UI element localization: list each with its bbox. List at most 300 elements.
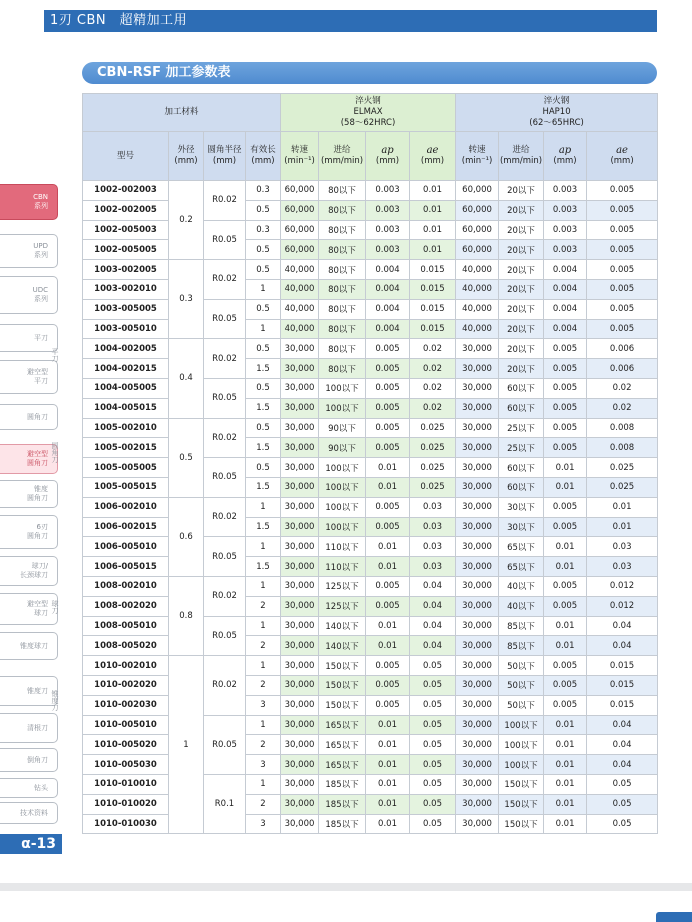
elmax-line1: 淬火钢 bbox=[355, 96, 381, 106]
radius-cell: R0.05 bbox=[204, 715, 246, 774]
speed-elmax-cell: 30,000 bbox=[281, 735, 319, 755]
feed-hap-cell: 60以下 bbox=[499, 458, 544, 478]
speed-hap-cell: 30,000 bbox=[456, 636, 499, 656]
model-cell: 1004-005015 bbox=[83, 398, 169, 418]
ae-hap-cell: 0.04 bbox=[587, 616, 658, 636]
radius-cell: R0.02 bbox=[204, 260, 246, 300]
ae-hap-cell: 0.04 bbox=[587, 755, 658, 775]
sidebar-item[interactable] bbox=[0, 360, 58, 394]
ae-hap-cell: 0.015 bbox=[587, 695, 658, 715]
ae-elmax-cell: 0.04 bbox=[410, 576, 456, 596]
ae-elmax-cell: 0.015 bbox=[410, 299, 456, 319]
speed-elmax-cell: 30,000 bbox=[281, 398, 319, 418]
ae-hap-cell: 0.005 bbox=[587, 260, 658, 280]
length-cell: 2 bbox=[246, 794, 281, 814]
radius-cell: R0.05 bbox=[204, 616, 246, 656]
ap-elmax-cell: 0.003 bbox=[366, 240, 410, 260]
speed-hap-cell: 30,000 bbox=[456, 794, 499, 814]
ae-elmax-cell: 0.03 bbox=[410, 517, 456, 537]
length-cell: 1 bbox=[246, 774, 281, 794]
model-cell: 1002-002003 bbox=[83, 181, 169, 201]
speed-hap-cell: 30,000 bbox=[456, 715, 499, 735]
speed-hap-cell: 40,000 bbox=[456, 260, 499, 280]
sidebar-item[interactable] bbox=[0, 778, 58, 798]
ae-hap-cell: 0.012 bbox=[587, 576, 658, 596]
ae-hap-cell: 0.025 bbox=[587, 458, 658, 478]
speed-elmax-cell: 30,000 bbox=[281, 755, 319, 775]
ap-elmax-cell: 0.01 bbox=[366, 458, 410, 478]
speed-elmax-cell: 30,000 bbox=[281, 477, 319, 497]
feed-hap-cell: 25以下 bbox=[499, 418, 544, 438]
feed-elmax-cell: 165以下 bbox=[319, 715, 366, 735]
ap-elmax-cell: 0.01 bbox=[366, 814, 410, 834]
speed-hap-cell: 60,000 bbox=[456, 240, 499, 260]
ae-hap-cell: 0.006 bbox=[587, 339, 658, 359]
ap-hap-cell: 0.005 bbox=[544, 378, 587, 398]
model-cell: 1008-002020 bbox=[83, 596, 169, 616]
feed-hap-cell: 100以下 bbox=[499, 755, 544, 775]
model-cell: 1008-002010 bbox=[83, 576, 169, 596]
diameter-cell: 0.3 bbox=[169, 260, 204, 339]
sidebar-item-label: 锥度球刀 bbox=[20, 641, 48, 650]
ap-hap-cell: 0.003 bbox=[544, 181, 587, 201]
sidebar-item-label: CBN bbox=[33, 193, 48, 201]
length-cell: 1 bbox=[246, 576, 281, 596]
ap-elmax-cell: 0.005 bbox=[366, 656, 410, 676]
radius-cell: R0.05 bbox=[204, 537, 246, 577]
speed-elmax-cell: 30,000 bbox=[281, 418, 319, 438]
speed-hap-cell: 60,000 bbox=[456, 200, 499, 220]
ap-elmax-cell: 0.003 bbox=[366, 200, 410, 220]
sidebar-item-sublabel: 圆角刀 bbox=[27, 532, 48, 540]
ae-hap-cell: 0.04 bbox=[587, 735, 658, 755]
ae-hap-cell: 0.015 bbox=[587, 675, 658, 695]
ap-elmax-cell: 0.003 bbox=[366, 181, 410, 201]
model-cell: 1010-005010 bbox=[83, 715, 169, 735]
speed-hap-cell: 30,000 bbox=[456, 557, 499, 577]
model-cell: 1004-005005 bbox=[83, 378, 169, 398]
sidebar-item[interactable] bbox=[0, 234, 58, 268]
ae-elmax-cell: 0.05 bbox=[410, 735, 456, 755]
hap-header bbox=[456, 94, 658, 132]
ap-hap-cell: 0.01 bbox=[544, 537, 587, 557]
speed-hap-cell: 30,000 bbox=[456, 695, 499, 715]
model-cell: 1008-005020 bbox=[83, 636, 169, 656]
feed-hap-cell: 60以下 bbox=[499, 378, 544, 398]
length-cell: 0.3 bbox=[246, 220, 281, 240]
diameter-cell: 0.2 bbox=[169, 181, 204, 260]
ae-elmax-cell: 0.025 bbox=[410, 418, 456, 438]
feed-hap-cell: 50以下 bbox=[499, 695, 544, 715]
model-cell: 1005-005015 bbox=[83, 477, 169, 497]
feed-hap-cell: 150以下 bbox=[499, 774, 544, 794]
ae-elmax-cell: 0.01 bbox=[410, 240, 456, 260]
table-row bbox=[83, 339, 658, 359]
length-cell: 0.5 bbox=[246, 200, 281, 220]
ap-hap-cell: 0.005 bbox=[544, 596, 587, 616]
ap-elmax-cell: 0.005 bbox=[366, 359, 410, 379]
ap-elmax-cell: 0.004 bbox=[366, 279, 410, 299]
length-cell: 0.5 bbox=[246, 299, 281, 319]
speed-elmax-cell: 30,000 bbox=[281, 517, 319, 537]
feed-hap-cell: 150以下 bbox=[499, 814, 544, 834]
speed-elmax-cell: 40,000 bbox=[281, 279, 319, 299]
ae-elmax-cell: 0.05 bbox=[410, 675, 456, 695]
ae-hap-cell: 0.005 bbox=[587, 240, 658, 260]
ae-hap-cell: 0.005 bbox=[587, 299, 658, 319]
feed-elmax-cell: 80以下 bbox=[319, 220, 366, 240]
feed-elmax-cell: 185以下 bbox=[319, 794, 366, 814]
feed-hap-cell: 50以下 bbox=[499, 656, 544, 676]
speed-elmax-cell: 60,000 bbox=[281, 200, 319, 220]
speed-elmax-cell: 30,000 bbox=[281, 497, 319, 517]
ae-hap-cell: 0.03 bbox=[587, 557, 658, 577]
speed-elmax-cell: 30,000 bbox=[281, 537, 319, 557]
feed-elmax-cell: 125以下 bbox=[319, 576, 366, 596]
length-cell: 2 bbox=[246, 636, 281, 656]
length-cell: 2 bbox=[246, 735, 281, 755]
sidebar-item[interactable] bbox=[0, 802, 58, 824]
sidebar-category-label: 圆角刀 bbox=[51, 442, 59, 463]
sidebar-item-label: 避空型 bbox=[27, 450, 48, 458]
ap-hap-cell: 0.01 bbox=[544, 636, 587, 656]
col-radius: 圆角半径 (mm) bbox=[204, 132, 246, 181]
ap-elmax-cell: 0.01 bbox=[366, 755, 410, 775]
model-cell: 1003-005005 bbox=[83, 299, 169, 319]
col-diameter: 外径 (mm) bbox=[169, 132, 204, 181]
speed-hap-cell: 30,000 bbox=[456, 378, 499, 398]
speed-hap-cell: 30,000 bbox=[456, 735, 499, 755]
sidebar-item-label: 锥度刀 bbox=[27, 686, 48, 695]
feed-hap-cell: 65以下 bbox=[499, 537, 544, 557]
ae-elmax-cell: 0.02 bbox=[410, 398, 456, 418]
ae-hap-cell: 0.04 bbox=[587, 715, 658, 735]
ap-hap-cell: 0.01 bbox=[544, 735, 587, 755]
radius-cell: R0.02 bbox=[204, 339, 246, 379]
model-cell: 1006-002015 bbox=[83, 517, 169, 537]
ap-hap-cell: 0.005 bbox=[544, 576, 587, 596]
speed-elmax-cell: 40,000 bbox=[281, 319, 319, 339]
speed-hap-cell: 30,000 bbox=[456, 656, 499, 676]
sidebar-item[interactable] bbox=[0, 276, 58, 314]
length-cell: 1 bbox=[246, 656, 281, 676]
ap-elmax-cell: 0.005 bbox=[366, 418, 410, 438]
length-cell: 0.5 bbox=[246, 339, 281, 359]
feed-hap-cell: 25以下 bbox=[499, 438, 544, 458]
feed-elmax-cell: 150以下 bbox=[319, 675, 366, 695]
ae-elmax-cell: 0.05 bbox=[410, 794, 456, 814]
sidebar-item[interactable] bbox=[0, 515, 58, 549]
ap-elmax-cell: 0.005 bbox=[366, 438, 410, 458]
feed-elmax-cell: 100以下 bbox=[319, 497, 366, 517]
model-cell: 1010-010020 bbox=[83, 794, 169, 814]
ae-hap-cell: 0.005 bbox=[587, 181, 658, 201]
feed-elmax-cell: 80以下 bbox=[319, 359, 366, 379]
feed-hap-cell: 65以下 bbox=[499, 557, 544, 577]
sidebar-item[interactable] bbox=[0, 184, 58, 220]
corner-tab bbox=[656, 912, 692, 922]
feed-elmax-cell: 150以下 bbox=[319, 656, 366, 676]
feed-hap-cell: 100以下 bbox=[499, 715, 544, 735]
ap-elmax-cell: 0.01 bbox=[366, 616, 410, 636]
feed-elmax-cell: 140以下 bbox=[319, 616, 366, 636]
speed-hap-cell: 30,000 bbox=[456, 418, 499, 438]
ae-elmax-cell: 0.01 bbox=[410, 200, 456, 220]
elmax-line2: ELMAX bbox=[353, 107, 383, 117]
sidebar-item[interactable] bbox=[0, 480, 58, 508]
ae-hap-cell: 0.015 bbox=[587, 656, 658, 676]
ae-hap-cell: 0.01 bbox=[587, 517, 658, 537]
sidebar-item-label: 清根刀 bbox=[27, 723, 48, 732]
sidebar-item[interactable] bbox=[0, 748, 58, 772]
speed-hap-cell: 30,000 bbox=[456, 755, 499, 775]
model-cell: 1002-005003 bbox=[83, 220, 169, 240]
sidebar-item-label: 平刀 bbox=[34, 333, 48, 342]
speed-hap-cell: 60,000 bbox=[456, 181, 499, 201]
ap-hap-cell: 0.01 bbox=[544, 616, 587, 636]
feed-hap-cell: 50以下 bbox=[499, 675, 544, 695]
sidebar-item-label: 6刃 bbox=[36, 523, 48, 531]
model-cell: 1010-010030 bbox=[83, 814, 169, 834]
table-row bbox=[83, 260, 658, 280]
ae-elmax-cell: 0.04 bbox=[410, 596, 456, 616]
speed-elmax-cell: 30,000 bbox=[281, 715, 319, 735]
ap-elmax-cell: 0.01 bbox=[366, 636, 410, 656]
model-cell: 1006-005015 bbox=[83, 557, 169, 577]
ap-elmax-cell: 0.01 bbox=[366, 557, 410, 577]
speed-elmax-cell: 60,000 bbox=[281, 220, 319, 240]
sidebar-item-label: 圆角刀 bbox=[27, 412, 48, 421]
ap-hap-cell: 0.01 bbox=[544, 557, 587, 577]
sidebar-item-label: 锥度 bbox=[34, 485, 48, 493]
length-cell: 1 bbox=[246, 319, 281, 339]
feed-elmax-cell: 80以下 bbox=[319, 200, 366, 220]
speed-elmax-cell: 30,000 bbox=[281, 557, 319, 577]
ap-elmax-cell: 0.005 bbox=[366, 695, 410, 715]
page-title: 1刃 CBN 超精加工用 bbox=[50, 13, 188, 28]
feed-elmax-cell: 90以下 bbox=[319, 418, 366, 438]
feed-hap-cell: 40以下 bbox=[499, 596, 544, 616]
ae-hap-cell: 0.006 bbox=[587, 359, 658, 379]
ap-elmax-cell: 0.005 bbox=[366, 596, 410, 616]
model-cell: 1006-005010 bbox=[83, 537, 169, 557]
ae-hap-cell: 0.008 bbox=[587, 438, 658, 458]
feed-elmax-cell: 90以下 bbox=[319, 438, 366, 458]
ae-hap-cell: 0.012 bbox=[587, 596, 658, 616]
diameter-cell: 1 bbox=[169, 656, 204, 834]
feed-elmax-cell: 165以下 bbox=[319, 755, 366, 775]
sidebar-item-label: UPD bbox=[33, 242, 48, 250]
sidebar-item-label: 避空型 bbox=[27, 368, 48, 376]
ap-hap-cell: 0.005 bbox=[544, 398, 587, 418]
ap-hap-cell: 0.004 bbox=[544, 299, 587, 319]
speed-hap-cell: 30,000 bbox=[456, 458, 499, 478]
ae-hap-cell: 0.05 bbox=[587, 774, 658, 794]
length-cell: 1 bbox=[246, 497, 281, 517]
table-row bbox=[83, 418, 658, 438]
ap-elmax-cell: 0.004 bbox=[366, 319, 410, 339]
col-speed-hap: 转速 (min⁻¹) bbox=[456, 132, 499, 181]
speed-hap-cell: 30,000 bbox=[456, 537, 499, 557]
ae-elmax-cell: 0.05 bbox=[410, 656, 456, 676]
ap-elmax-cell: 0.003 bbox=[366, 220, 410, 240]
table-body bbox=[83, 181, 658, 834]
model-cell: 1005-002015 bbox=[83, 438, 169, 458]
feed-hap-cell: 85以下 bbox=[499, 616, 544, 636]
feed-hap-cell: 40以下 bbox=[499, 576, 544, 596]
model-cell: 1002-005005 bbox=[83, 240, 169, 260]
feed-hap-cell: 20以下 bbox=[499, 240, 544, 260]
ap-hap-cell: 0.01 bbox=[544, 458, 587, 478]
length-cell: 1 bbox=[246, 537, 281, 557]
model-cell: 1003-002005 bbox=[83, 260, 169, 280]
speed-hap-cell: 30,000 bbox=[456, 438, 499, 458]
ae-elmax-cell: 0.01 bbox=[410, 220, 456, 240]
sidebar-item-sublabel: 系列 bbox=[34, 295, 48, 303]
col-feed-elmax: 进给 (mm/min) bbox=[319, 132, 366, 181]
length-cell: 0.5 bbox=[246, 418, 281, 438]
ae-elmax-cell: 0.04 bbox=[410, 616, 456, 636]
radius-cell: R0.02 bbox=[204, 576, 246, 616]
ae-elmax-cell: 0.03 bbox=[410, 557, 456, 577]
feed-elmax-cell: 185以下 bbox=[319, 814, 366, 834]
speed-elmax-cell: 60,000 bbox=[281, 240, 319, 260]
sidebar-category-label: 球刀 bbox=[51, 600, 59, 614]
radius-cell: R0.05 bbox=[204, 220, 246, 260]
sidebar-item-label: 避空型 bbox=[27, 600, 48, 608]
length-cell: 1.5 bbox=[246, 557, 281, 577]
model-cell: 1010-005030 bbox=[83, 755, 169, 775]
sidebar-item-sublabel: 系列 bbox=[34, 251, 48, 259]
col-ae-elmax: ae (mm) bbox=[410, 132, 456, 181]
ae-elmax-cell: 0.04 bbox=[410, 636, 456, 656]
sidebar-item[interactable] bbox=[0, 632, 58, 660]
length-cell: 0.5 bbox=[246, 378, 281, 398]
sidebar-item[interactable] bbox=[0, 404, 58, 430]
radius-cell: R0.02 bbox=[204, 656, 246, 715]
speed-elmax-cell: 30,000 bbox=[281, 378, 319, 398]
sidebar-item[interactable] bbox=[0, 713, 58, 743]
speed-elmax-cell: 40,000 bbox=[281, 299, 319, 319]
diameter-cell: 0.4 bbox=[169, 339, 204, 418]
sidebar-item-sublabel: 球刀 bbox=[34, 609, 48, 617]
page-number: α-13 bbox=[0, 834, 62, 854]
speed-hap-cell: 30,000 bbox=[456, 675, 499, 695]
feed-elmax-cell: 165以下 bbox=[319, 735, 366, 755]
feed-hap-cell: 20以下 bbox=[499, 260, 544, 280]
ae-hap-cell: 0.005 bbox=[587, 200, 658, 220]
feed-elmax-cell: 80以下 bbox=[319, 240, 366, 260]
col-model: 型号 bbox=[83, 132, 169, 181]
radius-cell: R0.05 bbox=[204, 378, 246, 418]
ap-elmax-cell: 0.01 bbox=[366, 794, 410, 814]
ae-elmax-cell: 0.015 bbox=[410, 279, 456, 299]
ap-hap-cell: 0.01 bbox=[544, 794, 587, 814]
model-cell: 1005-005005 bbox=[83, 458, 169, 478]
feed-hap-cell: 20以下 bbox=[499, 299, 544, 319]
model-cell: 1005-002010 bbox=[83, 418, 169, 438]
elmax-line3: (58～62HRC) bbox=[340, 118, 396, 128]
ae-elmax-cell: 0.025 bbox=[410, 477, 456, 497]
model-cell: 1010-010010 bbox=[83, 774, 169, 794]
ap-hap-cell: 0.005 bbox=[544, 339, 587, 359]
model-cell: 1008-005010 bbox=[83, 616, 169, 636]
speed-hap-cell: 40,000 bbox=[456, 299, 499, 319]
feed-elmax-cell: 100以下 bbox=[319, 477, 366, 497]
ae-hap-cell: 0.03 bbox=[587, 537, 658, 557]
ae-hap-cell: 0.005 bbox=[587, 279, 658, 299]
ae-elmax-cell: 0.01 bbox=[410, 181, 456, 201]
speed-hap-cell: 30,000 bbox=[456, 359, 499, 379]
speed-hap-cell: 30,000 bbox=[456, 497, 499, 517]
ae-elmax-cell: 0.02 bbox=[410, 378, 456, 398]
sidebar-item-sublabel: 圆角刀 bbox=[27, 459, 48, 467]
feed-hap-cell: 30以下 bbox=[499, 497, 544, 517]
radius-cell: R0.1 bbox=[204, 774, 246, 833]
feed-elmax-cell: 80以下 bbox=[319, 279, 366, 299]
model-cell: 1010-002030 bbox=[83, 695, 169, 715]
diameter-cell: 0.6 bbox=[169, 497, 204, 576]
elmax-header bbox=[281, 94, 456, 132]
radius-cell: R0.05 bbox=[204, 458, 246, 498]
table-row bbox=[83, 497, 658, 517]
model-cell: 1003-002010 bbox=[83, 279, 169, 299]
feed-elmax-cell: 100以下 bbox=[319, 458, 366, 478]
length-cell: 0.3 bbox=[246, 181, 281, 201]
ap-hap-cell: 0.005 bbox=[544, 418, 587, 438]
sidebar-item-label: 钻头 bbox=[34, 783, 48, 792]
ap-hap-cell: 0.004 bbox=[544, 319, 587, 339]
diameter-cell: 0.5 bbox=[169, 418, 204, 497]
ap-hap-cell: 0.005 bbox=[544, 497, 587, 517]
col-ap-elmax: ap (mm) bbox=[366, 132, 410, 181]
length-cell: 1.5 bbox=[246, 398, 281, 418]
feed-elmax-cell: 185以下 bbox=[319, 774, 366, 794]
parameters-table bbox=[82, 93, 658, 834]
ae-elmax-cell: 0.05 bbox=[410, 774, 456, 794]
sidebar-item-sublabel: 长颈球刀 bbox=[20, 571, 48, 579]
feed-elmax-cell: 110以下 bbox=[319, 557, 366, 577]
feed-elmax-cell: 140以下 bbox=[319, 636, 366, 656]
speed-elmax-cell: 30,000 bbox=[281, 695, 319, 715]
table-row bbox=[83, 576, 658, 596]
ap-hap-cell: 0.005 bbox=[544, 695, 587, 715]
footer-band bbox=[0, 883, 692, 891]
col-ap-hap: ap (mm) bbox=[544, 132, 587, 181]
ap-elmax-cell: 0.01 bbox=[366, 477, 410, 497]
speed-elmax-cell: 30,000 bbox=[281, 814, 319, 834]
speed-hap-cell: 40,000 bbox=[456, 319, 499, 339]
col-length: 有效长 (mm) bbox=[246, 132, 281, 181]
ae-elmax-cell: 0.03 bbox=[410, 497, 456, 517]
speed-elmax-cell: 40,000 bbox=[281, 260, 319, 280]
length-cell: 1.5 bbox=[246, 438, 281, 458]
ap-hap-cell: 0.003 bbox=[544, 200, 587, 220]
radius-cell: R0.05 bbox=[204, 299, 246, 339]
model-cell: 1002-002005 bbox=[83, 200, 169, 220]
ae-hap-cell: 0.005 bbox=[587, 319, 658, 339]
speed-hap-cell: 30,000 bbox=[456, 774, 499, 794]
ae-hap-cell: 0.02 bbox=[587, 398, 658, 418]
feed-elmax-cell: 100以下 bbox=[319, 398, 366, 418]
ap-hap-cell: 0.004 bbox=[544, 279, 587, 299]
speed-elmax-cell: 30,000 bbox=[281, 576, 319, 596]
length-cell: 3 bbox=[246, 755, 281, 775]
sidebar-item-label: UDC bbox=[32, 286, 48, 294]
ap-elmax-cell: 0.005 bbox=[366, 378, 410, 398]
sidebar-item[interactable] bbox=[0, 556, 58, 586]
ae-elmax-cell: 0.025 bbox=[410, 438, 456, 458]
